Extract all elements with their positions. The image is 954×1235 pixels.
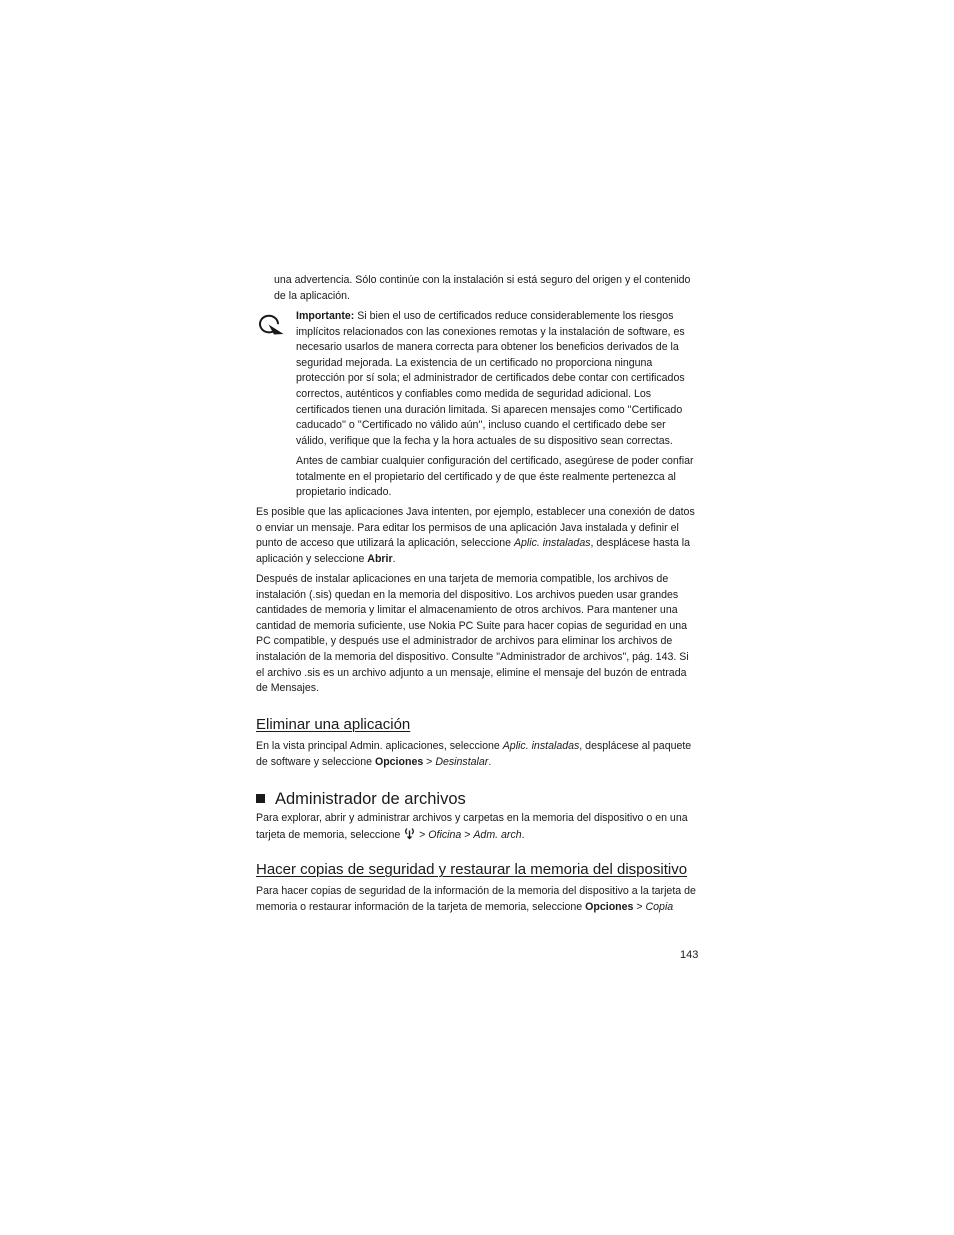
java-permissions-paragraph [256,505,698,567]
backup-separator: > [633,900,646,913]
heading-administrador-archivos [256,789,466,809]
java-menu-aplic-instaladas: Aplic. instaladas [513,537,591,550]
heading-administrador-text: Administrador de archivos [275,790,466,808]
eliminar-text-2: , desplácese al paquete de software y seleccione [256,740,692,768]
administrador-paragraph [256,811,698,843]
eliminar-menu-aplic-instaladas: Aplic. instaladas [502,740,580,752]
copias-seguridad-paragraph [256,884,698,915]
java-text-3: . [392,552,396,565]
heading-copias-seguridad: Hacer copias de seguridad y restaurar la memoria del dispositivo [256,861,688,878]
eliminar-separator: > [423,755,436,768]
important-note-continued: Antes de cambiar cualquier configuración del certificado, asegúrese de poder confiar totalmente en el propietario del certificado y de que éste realmente pertenezca al propietario indicado. [296,455,694,499]
page-number: 143 [680,949,699,961]
important-note [296,309,698,449]
eliminar-text-1: En la vista principal Admin. aplicaciones, seleccione [256,740,503,752]
admin-separator-2: > [461,828,474,841]
admin-text-1: Para explorar, abrir y administrar archivos y carpetas en la memoria del dispositivo o en una tarjeta de memoria, seleccione [256,812,688,841]
backup-menu-copia: Copia [645,900,674,913]
eliminar-command-opciones: Opciones [374,755,424,768]
java-text-2: , desplácese hasta la aplicación y seleccione [256,537,691,565]
backup-command-opciones: Opciones [585,900,634,913]
intro-paragraph: una advertencia. Sólo continúe con la instalación si está seguro del origen y el contenido de la aplicación. [274,274,691,302]
eliminar-menu-desinstalar: Desinstalar [435,755,489,768]
heading-eliminar-aplicacion: Eliminar una aplicación [256,716,411,733]
eliminar-paragraph [256,739,698,770]
java-command-abrir: Abrir [367,552,393,565]
admin-menu-oficina: Oficina [428,828,462,841]
admin-menu-adm-arch: Adm. arch [473,828,522,841]
eliminar-text-end: . [488,755,492,768]
important-label: Importante: [296,310,355,322]
backup-text-1: Para hacer copias de seguridad de la información de la memoria del dispositivo a la tarjeta de memoria o restaurar información de la tarjeta de memoria, seleccione [256,885,696,913]
admin-separator-1: > [416,828,429,841]
java-text-1: Es posible que las aplicaciones Java intenten, por ejemplo, establecer una conexión de datos o enviar un mensaje. Para editar los permisos de una aplicación Java instalada y definir el punto de acceso que utilizará la aplicación, seleccione [256,506,695,550]
menu-key-icon [404,827,415,840]
important-warning-icon [256,314,284,336]
important-text: Si bien el uso de certificados reduce considerablemente los riesgos implícitos relacionados con las conexiones remotas y la instalación de software, es necesario usarlos de manera correcta para obtener los beneficios derivados de la seguridad mejorada. La existencia de un certificado no proporciona ninguna protección por sí sola; el administrador de certificados debe contar con certificados correctos, auténticos y confiables como medida de seguridad adicional. Los certificados tienen una duración limitada. Si aparecen mensajes como ''Certificado caducado'' o ''Certificado no válido aún'', incluso cuando el certificado debe ser válido, verifique que la fecha y la hora actuales de su dispositivo sean correctas. [296,310,685,447]
memory-card-paragraph: Después de instalar aplicaciones en una tarjeta de memoria compatible, los archivos de instalación (.sis) quedan en la memoria del dispositivo. Los archivos pueden usar grandes cantidades de memoria y limitar el almacenamiento de otros archivos. Para mantener una cantidad de memoria suficiente, use Nokia PC Suite para hacer copias de seguridad en una PC compatible, y después use el administrador de archivos para eliminar los archivos de instalación de la memoria del dispositivo. Consulte "Administrador de archivos", pág. 143. Si el archivo .sis es un archivo adjunto a un mensaje, elimine el mensaje del buzón de entrada de Mensajes. [256,573,689,695]
admin-text-end: . [521,828,525,841]
section-bullet-icon [256,794,265,803]
